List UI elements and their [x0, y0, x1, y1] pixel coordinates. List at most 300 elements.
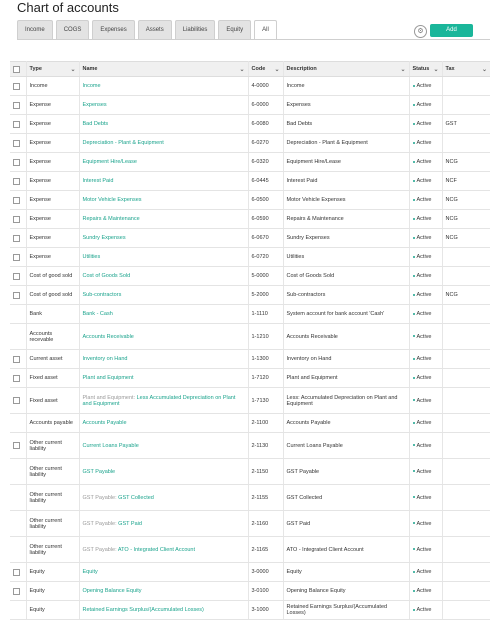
table-row[interactable]: [10, 324, 490, 350]
account-link[interactable]: Equity: [82, 569, 98, 575]
status-dot-icon: [413, 496, 415, 498]
cell-description: Accounts Receivable: [283, 324, 409, 350]
status-dot-icon: [413, 237, 415, 239]
row-checkbox[interactable]: [13, 178, 20, 185]
row-checkbox-cell: [10, 459, 26, 485]
cell-tax: [442, 414, 490, 433]
cell-description: GST Paid: [283, 511, 409, 537]
row-checkbox[interactable]: [13, 588, 20, 595]
table-row[interactable]: [10, 350, 490, 369]
cell-name: [79, 115, 248, 134]
tab-expenses[interactable]: Expenses: [92, 20, 134, 39]
tab-bar: [17, 20, 280, 39]
status-label: Active: [416, 397, 432, 404]
cell-type: Cost of good sold: [26, 286, 79, 305]
cell-code: 5-2000: [248, 286, 283, 305]
cell-tax: NCG: [442, 210, 490, 229]
table-row[interactable]: [10, 115, 490, 134]
cell-description: Retained Earnings Surplus/(Accumulated Losses): [283, 601, 409, 620]
tab-all[interactable]: All: [254, 20, 277, 39]
account-link[interactable]: Sub-contractors: [82, 292, 122, 298]
table-row[interactable]: [10, 134, 490, 153]
table-row[interactable]: [10, 172, 490, 191]
status-label: Active: [416, 420, 432, 426]
cell-type: Equity: [26, 582, 79, 601]
select-all-checkbox-cell[interactable]: [10, 62, 26, 77]
cell-status: [409, 582, 442, 601]
cell-type: Fixed asset: [26, 369, 79, 388]
cell-tax: [442, 433, 490, 459]
cell-type: Expense: [26, 134, 79, 153]
cell-type: Other current liability: [26, 459, 79, 485]
cell-type: Other current liability: [26, 485, 79, 511]
row-checkbox-cell: [10, 96, 26, 115]
account-link[interactable]: ATO - Integrated Client Account: [117, 546, 196, 553]
cell-code: 1-7130: [248, 388, 283, 414]
status-label: Active: [416, 216, 432, 222]
row-checkbox-cell: [10, 191, 26, 210]
cell-type: Expense: [26, 229, 79, 248]
row-checkbox-cell: [10, 153, 26, 172]
status-dot-icon: [413, 422, 415, 424]
cell-type: Equity: [26, 601, 79, 620]
cell-name: [79, 414, 248, 433]
cell-name: [79, 459, 248, 485]
table-row[interactable]: [10, 77, 490, 96]
cell-status: [409, 305, 442, 324]
cell-tax: NCG: [442, 191, 490, 210]
row-checkbox-cell: [10, 433, 26, 459]
cell-status: [409, 511, 442, 537]
cell-status: [409, 248, 442, 267]
cell-code: 6-0720: [248, 248, 283, 267]
table-header-row: [10, 62, 490, 77]
status-label: Active: [416, 442, 432, 449]
cell-code: 6-0000: [248, 96, 283, 115]
status-label: Active: [416, 375, 432, 381]
table-row[interactable]: [10, 414, 490, 433]
cell-name: [79, 601, 248, 620]
account-link[interactable]: Inventory on Hand: [82, 356, 128, 362]
cell-description: Equity: [283, 563, 409, 582]
table-row[interactable]: [10, 459, 490, 485]
status-label: Active: [416, 588, 432, 594]
cell-type: Income: [26, 77, 79, 96]
row-checkbox-cell: [10, 115, 26, 134]
status-label: Active: [416, 159, 432, 165]
cell-code: 2-1100: [248, 414, 283, 433]
status-dot-icon: [413, 313, 415, 315]
cell-tax: GST: [442, 115, 490, 134]
cell-name: [79, 350, 248, 369]
row-checkbox-cell: [10, 388, 26, 414]
cell-name: [79, 388, 248, 414]
cell-code: 2-1150: [248, 459, 283, 485]
column-header-tax[interactable]: Tax ⌄: [442, 62, 490, 77]
cell-code: 2-1155: [248, 485, 283, 511]
cell-tax: [442, 96, 490, 115]
account-link[interactable]: Less Accumulated Depreciation on Plant and Equipment: [82, 394, 236, 407]
status-label: Active: [416, 333, 432, 340]
cell-description: GST Payable: [283, 459, 409, 485]
cell-description: Sub-contractors: [283, 286, 409, 305]
chevron-down-icon[interactable]: ⌄: [274, 66, 280, 73]
cell-description: Repairs & Maintenance: [283, 210, 409, 229]
table-row[interactable]: [10, 369, 490, 388]
cell-status: [409, 267, 442, 286]
cell-status: [409, 96, 442, 115]
table-row[interactable]: [10, 267, 490, 286]
add-button[interactable]: Add: [430, 24, 473, 37]
account-link[interactable]: Current Loans Payable: [82, 442, 139, 449]
cell-name: [79, 305, 248, 324]
status-dot-icon: [413, 590, 415, 592]
cell-description: System account for bank account 'Cash': [283, 305, 409, 324]
status-dot-icon: [413, 377, 415, 379]
status-label: Active: [416, 569, 432, 575]
cell-name: [79, 96, 248, 115]
row-checkbox[interactable]: [13, 121, 20, 128]
cell-name: [79, 248, 248, 267]
account-link[interactable]: GST Payable: [82, 468, 116, 475]
account-link[interactable]: Retained Earnings Surplus/(Accumulated Losses): [82, 607, 204, 613]
cell-status: [409, 414, 442, 433]
cell-code: 6-0500: [248, 191, 283, 210]
column-header-code[interactable]: Code ⌄: [248, 62, 283, 77]
account-link[interactable]: Opening Balance Equity: [82, 588, 142, 594]
row-checkbox-cell: [10, 210, 26, 229]
row-checkbox[interactable]: [13, 216, 20, 223]
account-link[interactable]: Depreciation - Plant & Equipment: [82, 140, 164, 146]
cell-code: 6-0270: [248, 134, 283, 153]
table-row[interactable]: [10, 511, 490, 537]
status-dot-icon: [413, 609, 415, 611]
cell-code: 3-0000: [248, 563, 283, 582]
table-row[interactable]: [10, 96, 490, 115]
tab-liabilities[interactable]: Liabilities: [175, 20, 216, 39]
table-row[interactable]: [10, 191, 490, 210]
cell-name: [79, 134, 248, 153]
account-link[interactable]: Accounts Receivable: [82, 333, 134, 340]
cell-tax: [442, 485, 490, 511]
cell-status: [409, 601, 442, 620]
chevron-down-icon[interactable]: ⌄: [433, 66, 439, 73]
account-link[interactable]: Expenses: [82, 102, 107, 108]
cell-code: 2-1165: [248, 537, 283, 563]
cell-type: Other current liability: [26, 511, 79, 537]
parent-account-label: GST Payable:: [82, 520, 117, 527]
status-label: Active: [416, 520, 432, 527]
account-link[interactable]: GST Paid: [118, 520, 142, 527]
row-checkbox[interactable]: [13, 254, 20, 261]
cell-status: [409, 153, 442, 172]
row-checkbox-cell: [10, 324, 26, 350]
table-row[interactable]: [10, 388, 490, 414]
cell-code: 2-1130: [248, 433, 283, 459]
status-label: Active: [416, 468, 432, 475]
cell-tax: NCF: [442, 172, 490, 191]
cell-status: [409, 286, 442, 305]
status-label: Active: [416, 197, 432, 203]
cell-type: Fixed asset: [26, 388, 79, 414]
cell-name: [79, 229, 248, 248]
status-label: Active: [416, 607, 432, 613]
cell-name: [79, 485, 248, 511]
row-checkbox-cell: [10, 229, 26, 248]
table-row[interactable]: [10, 305, 490, 324]
cell-type: Equity: [26, 563, 79, 582]
cell-description: Utilities: [283, 248, 409, 267]
cell-tax: [442, 459, 490, 485]
status-label: Active: [416, 356, 432, 362]
table-row[interactable]: [10, 286, 490, 305]
cell-description: Accounts Payable: [283, 414, 409, 433]
cell-code: 1-1300: [248, 350, 283, 369]
row-checkbox-cell: [10, 305, 26, 324]
row-checkbox-cell: [10, 414, 26, 433]
tab-cogs[interactable]: COGS: [56, 20, 90, 39]
cell-status: [409, 77, 442, 96]
cell-name: [79, 324, 248, 350]
cell-description: Inventory on Hand: [283, 350, 409, 369]
cell-tax: [442, 134, 490, 153]
table-row[interactable]: [10, 485, 490, 511]
tab-divider: [17, 39, 490, 40]
cell-name: [79, 369, 248, 388]
row-checkbox-cell: [10, 563, 26, 582]
account-link[interactable]: Motor Vehicle Expenses: [82, 197, 142, 203]
row-checkbox-cell: [10, 77, 26, 96]
account-link[interactable]: GST Collected: [118, 494, 154, 501]
row-checkbox[interactable]: [13, 140, 20, 147]
cell-tax: [442, 77, 490, 96]
row-checkbox[interactable]: [13, 102, 20, 109]
status-dot-icon: [413, 199, 415, 201]
column-header-description[interactable]: Description ⌄: [283, 62, 409, 77]
row-checkbox[interactable]: [13, 197, 20, 204]
account-link[interactable]: Plant and Equipment: [82, 375, 134, 381]
table-row[interactable]: [10, 229, 490, 248]
cell-name: [79, 77, 248, 96]
status-dot-icon: [413, 161, 415, 163]
cell-description: Bad Debts: [283, 115, 409, 134]
row-checkbox-cell: [10, 286, 26, 305]
cell-code: 3-1000: [248, 601, 283, 620]
row-checkbox[interactable]: [13, 273, 20, 280]
cell-tax: NCG: [442, 229, 490, 248]
cell-name: [79, 286, 248, 305]
cell-code: 6-0590: [248, 210, 283, 229]
row-checkbox[interactable]: [13, 235, 20, 242]
status-dot-icon: [413, 548, 415, 550]
cell-status: [409, 191, 442, 210]
cell-type: Expense: [26, 96, 79, 115]
row-checkbox[interactable]: [13, 397, 20, 404]
status-label: Active: [416, 140, 432, 146]
cell-status: [409, 172, 442, 191]
cell-description: Plant and Equipment: [283, 369, 409, 388]
status-dot-icon: [413, 358, 415, 360]
status-dot-icon: [413, 571, 415, 573]
cell-description: Depreciation - Plant & Equipment: [283, 134, 409, 153]
cell-tax: [442, 267, 490, 286]
cell-name: [79, 153, 248, 172]
cell-tax: [442, 305, 490, 324]
cell-status: [409, 485, 442, 511]
status-label: Active: [416, 494, 432, 501]
cell-status: [409, 350, 442, 369]
cell-description: Equipment Hire/Lease: [283, 153, 409, 172]
chevron-down-icon[interactable]: ⌄: [400, 66, 406, 73]
cell-description: Current Loans Payable: [283, 433, 409, 459]
accounts-table: [10, 61, 490, 620]
status-label: Active: [416, 546, 432, 553]
cell-type: Bank: [26, 305, 79, 324]
account-link[interactable]: Utilities: [82, 254, 101, 260]
cell-status: [409, 229, 442, 248]
cell-code: 1-1110: [248, 305, 283, 324]
cell-status: [409, 537, 442, 563]
table-row[interactable]: [10, 537, 490, 563]
cell-code: 3-0100: [248, 582, 283, 601]
cell-description: ATO - Integrated Client Account: [283, 537, 409, 563]
cell-type: Expense: [26, 210, 79, 229]
cell-tax: [442, 388, 490, 414]
row-checkbox[interactable]: [13, 159, 20, 166]
table-row[interactable]: [10, 153, 490, 172]
table-row[interactable]: [10, 248, 490, 267]
row-checkbox-cell: [10, 350, 26, 369]
select-all-checkbox[interactable]: [13, 66, 20, 73]
tab-assets[interactable]: Assets: [138, 20, 172, 39]
cell-description: GST Collected: [283, 485, 409, 511]
row-checkbox-cell: [10, 511, 26, 537]
cell-type: Accounts recevable: [26, 324, 79, 350]
status-dot-icon: [413, 522, 415, 524]
cell-tax: NCG: [442, 286, 490, 305]
cell-code: 6-0670: [248, 229, 283, 248]
cell-description: Income: [283, 77, 409, 96]
table-row[interactable]: [10, 563, 490, 582]
status-label: Active: [416, 292, 432, 298]
status-dot-icon: [413, 256, 415, 258]
account-link[interactable]: Repairs & Maintenance: [82, 216, 140, 222]
cell-name: [79, 537, 248, 563]
cell-tax: [442, 511, 490, 537]
status-dot-icon: [413, 85, 415, 87]
table-row[interactable]: [10, 601, 490, 620]
cell-type: Other current liability: [26, 537, 79, 563]
account-link[interactable]: Sundry Expenses: [82, 235, 126, 241]
cell-code: 1-7120: [248, 369, 283, 388]
status-dot-icon: [413, 399, 415, 401]
parent-account-label: Plant and Equipment:: [82, 394, 136, 401]
chevron-down-icon[interactable]: ⌄: [70, 66, 76, 73]
row-checkbox-cell: [10, 485, 26, 511]
row-checkbox[interactable]: [13, 442, 20, 449]
row-checkbox[interactable]: [13, 83, 20, 90]
cell-tax: [442, 582, 490, 601]
cell-status: [409, 210, 442, 229]
account-link[interactable]: Income: [82, 83, 101, 89]
cell-tax: [442, 350, 490, 369]
status-dot-icon: [413, 142, 415, 144]
column-header-status[interactable]: Status ⌄: [409, 62, 442, 77]
account-link[interactable]: Equipment Hire/Lease: [82, 159, 137, 165]
cell-type: Expense: [26, 153, 79, 172]
cell-code: 1-1210: [248, 324, 283, 350]
row-checkbox-cell: [10, 601, 26, 620]
cell-name: [79, 210, 248, 229]
cell-description: Sundry Expenses: [283, 229, 409, 248]
cell-name: [79, 582, 248, 601]
table-row[interactable]: [10, 433, 490, 459]
row-checkbox[interactable]: [13, 292, 20, 299]
account-link[interactable]: Accounts Payable: [82, 420, 127, 426]
column-header-type[interactable]: Type ⌄: [26, 62, 79, 77]
cell-description: Less: Accumulated Depreciation on Plant and Equipment: [283, 388, 409, 414]
cell-name: [79, 191, 248, 210]
account-link[interactable]: Bank - Cash: [82, 311, 113, 317]
tab-income[interactable]: Income: [17, 20, 53, 39]
tab-equity[interactable]: Equity: [218, 20, 251, 39]
cell-type: Expense: [26, 248, 79, 267]
cell-type: Current asset: [26, 350, 79, 369]
cell-tax: [442, 369, 490, 388]
chevron-down-icon[interactable]: ⌄: [239, 66, 245, 73]
status-dot-icon: [413, 294, 415, 296]
status-label: Active: [416, 311, 432, 317]
chevron-down-icon[interactable]: ⌄: [481, 66, 487, 73]
row-checkbox-cell: [10, 267, 26, 286]
table-row[interactable]: [10, 582, 490, 601]
cell-status: [409, 388, 442, 414]
status-dot-icon: [413, 470, 415, 472]
row-checkbox-cell: [10, 582, 26, 601]
cell-name: [79, 511, 248, 537]
status-label: Active: [416, 235, 432, 241]
cell-status: [409, 433, 442, 459]
page-title: Chart of accounts: [17, 0, 119, 15]
account-link[interactable]: Interest Paid: [82, 178, 114, 184]
cell-status: [409, 134, 442, 153]
cell-name: [79, 563, 248, 582]
account-link[interactable]: Cost of Goods Sold: [82, 273, 131, 279]
gear-icon[interactable]: ⚙: [414, 25, 427, 38]
status-label: Active: [416, 254, 432, 260]
account-link[interactable]: Bad Debts: [82, 121, 109, 127]
cell-description: Cost of Goods Sold: [283, 267, 409, 286]
row-checkbox-cell: [10, 537, 26, 563]
status-label: Active: [416, 102, 432, 108]
column-header-name[interactable]: Name ⌄: [79, 62, 248, 77]
row-checkbox[interactable]: [13, 569, 20, 576]
cell-name: [79, 172, 248, 191]
row-checkbox[interactable]: [13, 375, 20, 382]
row-checkbox[interactable]: [13, 356, 20, 363]
parent-account-label: GST Payable:: [82, 546, 117, 553]
cell-code: 6-0445: [248, 172, 283, 191]
cell-code: 5-0000: [248, 267, 283, 286]
status-dot-icon: [413, 218, 415, 220]
status-label: Active: [416, 178, 432, 184]
cell-status: [409, 324, 442, 350]
table-row[interactable]: [10, 210, 490, 229]
cell-code: 6-0320: [248, 153, 283, 172]
cell-status: [409, 369, 442, 388]
cell-tax: [442, 324, 490, 350]
cell-description: Opening Balance Equity: [283, 582, 409, 601]
